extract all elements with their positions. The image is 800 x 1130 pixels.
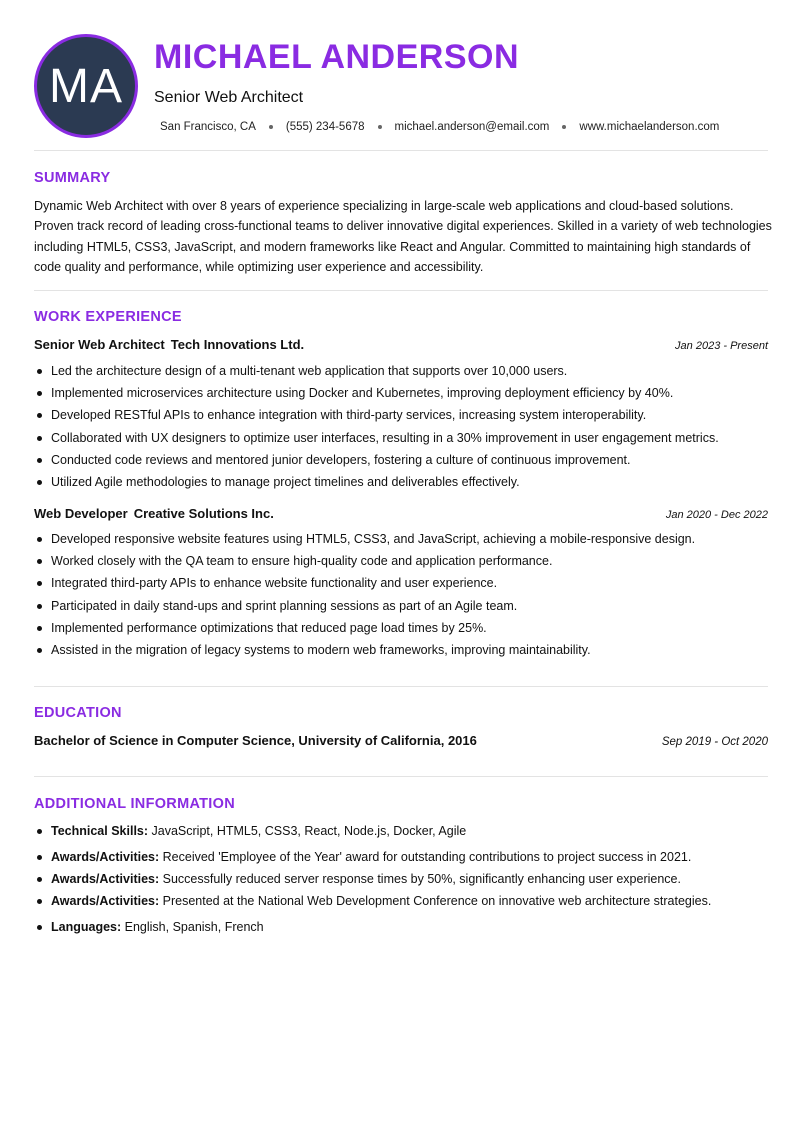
job-title-company bbox=[34, 506, 274, 521]
info-value: JavaScript, HTML5, CSS3, React, Node.js, Docker, Agile bbox=[151, 824, 467, 838]
additional-info-list bbox=[34, 822, 774, 940]
summary-heading: SUMMARY bbox=[34, 170, 111, 186]
info-label: Awards/Activities: bbox=[51, 850, 160, 864]
job-title-company bbox=[34, 337, 304, 352]
list-item: Implemented performance optimizations that reduced page load times by 25%. bbox=[34, 619, 774, 641]
education-heading: EDUCATION bbox=[34, 705, 122, 721]
additional-info-heading: ADDITIONAL INFORMATION bbox=[34, 796, 235, 812]
section-divider bbox=[34, 150, 768, 151]
list-item: Led the architecture design of a multi-tenant web application that supports over 10,000 users. bbox=[34, 362, 774, 384]
list-item bbox=[34, 822, 774, 848]
avatar-initials: MA bbox=[49, 59, 123, 113]
candidate-title: Senior Web Architect bbox=[154, 89, 304, 106]
job-bullet-list bbox=[34, 530, 774, 663]
list-item bbox=[34, 918, 774, 940]
list-item: Integrated third-party APIs to enhance website functionality and user experience. bbox=[34, 574, 774, 596]
section-divider bbox=[34, 686, 768, 687]
candidate-name: MICHAEL ANDERSON bbox=[154, 38, 520, 76]
job-dates: Jan 2023 - Present bbox=[675, 340, 768, 352]
separator-dot bbox=[562, 125, 566, 129]
contact-website[interactable]: www.michaelanderson.com bbox=[579, 121, 720, 133]
list-item: Collaborated with UX designers to optimize user interfaces, resulting in a 30% improvement in user engagement metrics. bbox=[34, 429, 774, 451]
list-item bbox=[34, 870, 774, 892]
info-value: Successfully reduced server response times by 50%, significantly enhancing user experience. bbox=[162, 872, 681, 886]
list-item: Participated in daily stand-ups and sprint planning sessions as part of an Agile team. bbox=[34, 597, 774, 619]
job-dates: Jan 2020 - Dec 2022 bbox=[665, 509, 768, 521]
list-item: Worked closely with the QA team to ensure high-quality code and application performance. bbox=[34, 552, 774, 574]
job-role: Web Developer bbox=[34, 506, 128, 521]
info-label: Languages: bbox=[51, 920, 122, 934]
summary-text: Dynamic Web Architect with over 8 years of experience specializing in large-scale web applications and cloud-based solutions. Proven track record of leading cross-functional teams to deliver innovative digital experiences. Skilled in a variety of web technologies including HTML5, CSS3, JavaScript, and modern frameworks like React and Angular. Committed to maintaining high standards of code quality and performance, while optimizing user experience and accessibility. bbox=[34, 199, 772, 274]
list-item bbox=[34, 848, 774, 870]
education-degree: Bachelor of Science in Computer Science, University of California, 2016 bbox=[34, 733, 477, 748]
info-label: Awards/Activities: bbox=[51, 872, 160, 886]
avatar bbox=[34, 34, 138, 138]
contact-email[interactable]: michael.anderson@email.com bbox=[394, 121, 550, 133]
list-item: Utilized Agile methodologies to manage project timelines and deliverables effectively. bbox=[34, 473, 774, 495]
list-item: Developed RESTful APIs to enhance integration with third-party services, increasing system interoperability. bbox=[34, 406, 774, 428]
info-label: Awards/Activities: bbox=[51, 894, 160, 908]
work-experience-heading: WORK EXPERIENCE bbox=[34, 309, 182, 325]
list-item: Developed responsive website features using HTML5, CSS3, and JavaScript, achieving a mobile-responsive design. bbox=[34, 530, 774, 552]
contact-line bbox=[160, 121, 719, 133]
list-item: Assisted in the migration of legacy systems to modern web frameworks, improving maintainability. bbox=[34, 641, 774, 663]
info-value: Received 'Employee of the Year' award for outstanding contributions to project success in 2021. bbox=[162, 850, 692, 864]
section-divider bbox=[34, 776, 768, 777]
list-item bbox=[34, 892, 774, 918]
job-bullet-list bbox=[34, 362, 774, 495]
separator-dot bbox=[269, 125, 273, 129]
job-header bbox=[34, 506, 768, 521]
contact-phone: (555) 234-5678 bbox=[285, 121, 365, 133]
separator-dot bbox=[378, 125, 382, 129]
job-header bbox=[34, 337, 768, 352]
section-divider bbox=[34, 290, 768, 291]
education-entry bbox=[34, 733, 768, 748]
info-value: Presented at the National Web Development Conference on innovative web architecture strategies. bbox=[162, 894, 712, 908]
list-item: Implemented microservices architecture using Docker and Kubernetes, improving deployment efficiency by 40%. bbox=[34, 384, 774, 406]
info-value: English, Spanish, French bbox=[124, 920, 264, 934]
job-company: Creative Solutions Inc. bbox=[133, 506, 274, 521]
list-item: Conducted code reviews and mentored junior developers, fostering a culture of continuous improvement. bbox=[34, 451, 774, 473]
job-company: Tech Innovations Ltd. bbox=[170, 337, 305, 352]
info-label: Technical Skills: bbox=[51, 824, 149, 838]
job-role: Senior Web Architect bbox=[34, 337, 165, 352]
resume-header bbox=[34, 34, 768, 138]
contact-location: San Francisco, CA bbox=[160, 121, 256, 133]
education-dates: Sep 2019 - Oct 2020 bbox=[661, 736, 768, 748]
